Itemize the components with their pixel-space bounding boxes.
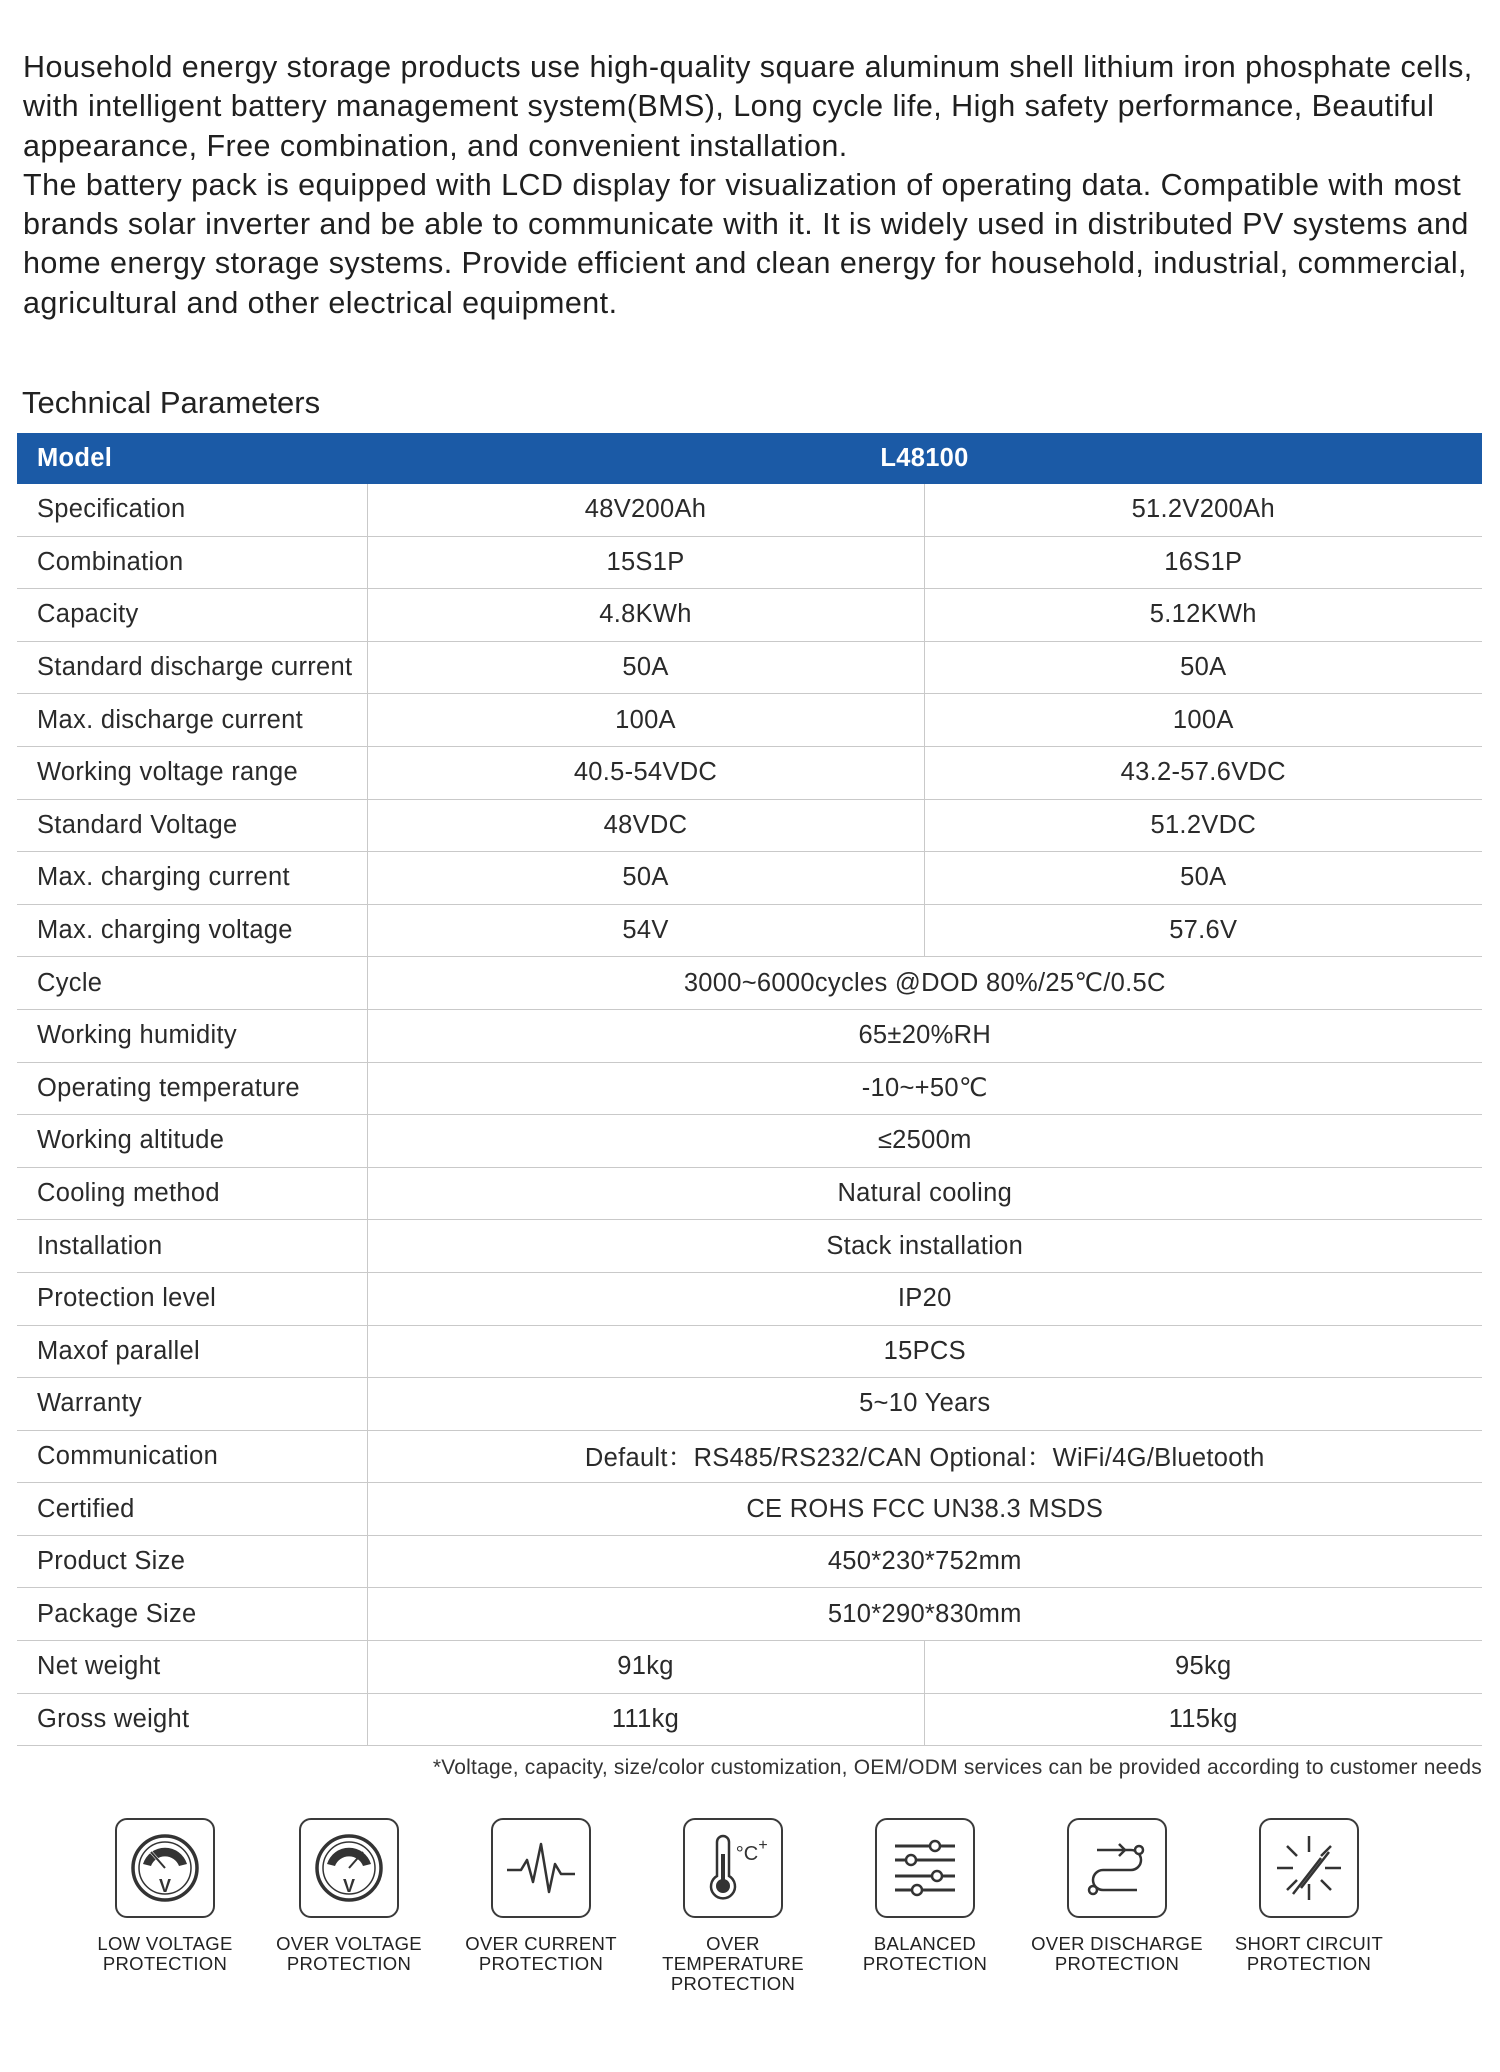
table-row — [17, 746, 1482, 799]
header-model-value: L48100 — [367, 433, 1482, 484]
feature-line1: BALANCED — [873, 1933, 977, 1954]
table-header-row — [17, 433, 1482, 484]
param-value-51v: 57.6V — [924, 904, 1482, 957]
feature-short-circuit — [1209, 1818, 1409, 1974]
param-label: Combination — [17, 536, 367, 589]
param-value-51v: 5.12KWh — [924, 589, 1482, 642]
svg-text:°C: °C — [735, 1843, 759, 1865]
table-row — [17, 1272, 1482, 1325]
param-value-48v: 111kg — [367, 1693, 924, 1746]
param-label: Package Size — [17, 1588, 367, 1641]
feature-line1: OVER CURRENT — [465, 1933, 617, 1954]
param-label: Cycle — [17, 957, 367, 1010]
param-value-48v: 48V200Ah — [367, 484, 924, 536]
param-label: Operating temperature — [17, 1062, 367, 1115]
table-row — [17, 1378, 1482, 1431]
param-label: Certified — [17, 1483, 367, 1536]
param-label: Standard discharge current — [17, 641, 367, 694]
table-row — [17, 1535, 1482, 1588]
feature-line2: PROTECTION — [478, 1953, 604, 1974]
feature-balanced — [825, 1818, 1025, 1974]
svg-text:V: V — [158, 1876, 172, 1896]
param-value-51v: 50A — [924, 852, 1482, 905]
param-value-48v: 50A — [367, 641, 924, 694]
table-row — [17, 536, 1482, 589]
param-label: Installation — [17, 1220, 367, 1273]
table-row — [17, 1693, 1482, 1746]
param-label: Working voltage range — [17, 746, 367, 799]
table-row — [17, 1641, 1482, 1694]
param-value-48v: 100A — [367, 694, 924, 747]
section-title: Technical Parameters — [22, 385, 321, 420]
feature-over-current — [441, 1818, 641, 1974]
feature-line1: SHORT CIRCUIT — [1234, 1933, 1384, 1954]
table-row — [17, 799, 1482, 852]
param-value-48v: 15S1P — [367, 536, 924, 589]
param-value: Default：RS485/RS232/CAN Optional：WiFi/4G/Bluetooth — [367, 1430, 1482, 1483]
feature-line2: PROTECTION — [670, 1973, 796, 1994]
thermometer-icon — [695, 1830, 771, 1906]
param-label: Standard Voltage — [17, 799, 367, 852]
param-value-48v: 50A — [367, 852, 924, 905]
feature-line2: PROTECTION — [1246, 1953, 1372, 1974]
feature-line2: PROTECTION — [286, 1953, 412, 1974]
param-value: 65±20%RH — [367, 1009, 1482, 1062]
feature-over-temperature — [633, 1818, 833, 1994]
intro-text — [23, 48, 1493, 323]
param-value: Natural cooling — [367, 1167, 1482, 1220]
table-row — [17, 694, 1482, 747]
param-value-48v: 40.5-54VDC — [367, 746, 924, 799]
param-value: 3000~6000cycles @DOD 80%/25℃/0.5C — [367, 957, 1482, 1010]
feature-low-voltage — [65, 1818, 265, 1974]
table-row — [17, 1325, 1482, 1378]
over-voltage-gauge-icon — [311, 1830, 387, 1906]
feature-line2: PROTECTION — [862, 1953, 988, 1974]
feature-line1: OVER VOLTAGE — [276, 1933, 422, 1954]
param-value: 5~10 Years — [367, 1378, 1482, 1431]
param-label: Max. charging current — [17, 852, 367, 905]
svg-text:+: + — [758, 1837, 768, 1854]
feature-over-discharge — [1017, 1818, 1217, 1974]
param-value: 510*290*830mm — [367, 1588, 1482, 1641]
intro-paragraph-2: The battery pack is equipped with LCD display for visualization of operating data. Compatible with most brands solar inverter and be able to communicate with it. It is widely used in distributed PV systems and home energy storage systems. Provide efficient and clean energy for household, industrial, commercial, agricultural and other electrical equipment. — [23, 167, 1469, 320]
header-model-label: Model — [17, 433, 367, 484]
feature-over-voltage — [249, 1818, 449, 1974]
intro-paragraph-1: Household energy storage products use high-quality square aluminum shell lithium iron phosphate cells, with intelligent battery management system(BMS), Long cycle life, High safety performance, Beautiful appearance, Free combination, and convenient installation. — [23, 50, 1473, 163]
param-label: Communication — [17, 1430, 367, 1483]
param-value-51v: 43.2-57.6VDC — [924, 746, 1482, 799]
param-label: Gross weight — [17, 1693, 367, 1746]
table-row — [17, 904, 1482, 957]
table-row — [17, 1167, 1482, 1220]
param-value-51v: 95kg — [924, 1641, 1482, 1694]
param-value: 450*230*752mm — [367, 1535, 1482, 1588]
table-row — [17, 589, 1482, 642]
param-value: ≤2500m — [367, 1115, 1482, 1168]
pulse-wave-icon — [503, 1830, 579, 1906]
param-label: Working altitude — [17, 1115, 367, 1168]
table-row — [17, 1115, 1482, 1168]
param-value-51v: 100A — [924, 694, 1482, 747]
table-row — [17, 957, 1482, 1010]
svg-text:V: V — [342, 1876, 356, 1896]
table-row — [17, 641, 1482, 694]
param-value-51v: 16S1P — [924, 536, 1482, 589]
param-value-51v: 115kg — [924, 1693, 1482, 1746]
param-label: Warranty — [17, 1378, 367, 1431]
table-row — [17, 1483, 1482, 1536]
table-row — [17, 1220, 1482, 1273]
table-row — [17, 484, 1482, 536]
param-label: Max. charging voltage — [17, 904, 367, 957]
discharge-path-icon — [1079, 1830, 1155, 1906]
param-label: Maxof parallel — [17, 1325, 367, 1378]
param-value-48v: 91kg — [367, 1641, 924, 1694]
table-row — [17, 1062, 1482, 1115]
param-value-48v: 48VDC — [367, 799, 924, 852]
param-label: Product Size — [17, 1535, 367, 1588]
param-value-48v: 4.8KWh — [367, 589, 924, 642]
sliders-icon — [887, 1830, 963, 1906]
param-value: Stack installation — [367, 1220, 1482, 1273]
table-row — [17, 852, 1482, 905]
param-value-48v: 54V — [367, 904, 924, 957]
param-value: IP20 — [367, 1272, 1482, 1325]
param-value-51v: 51.2VDC — [924, 799, 1482, 852]
param-label: Cooling method — [17, 1167, 367, 1220]
low-voltage-gauge-icon — [127, 1830, 203, 1906]
param-value-51v: 51.2V200Ah — [924, 484, 1482, 536]
table-row — [17, 1430, 1482, 1483]
protection-features — [0, 1818, 1500, 2018]
table-row — [17, 1588, 1482, 1641]
short-circuit-icon — [1271, 1830, 1347, 1906]
feature-line2: PROTECTION — [102, 1953, 228, 1974]
param-value: 15PCS — [367, 1325, 1482, 1378]
technical-parameters-table — [17, 433, 1482, 1746]
param-label: Protection level — [17, 1272, 367, 1325]
param-value: CE ROHS FCC UN38.3 MSDS — [367, 1483, 1482, 1536]
feature-line1: OVER DISCHARGE — [1031, 1933, 1203, 1954]
param-label: Working humidity — [17, 1009, 367, 1062]
param-label: Max. discharge current — [17, 694, 367, 747]
footnote: *Voltage, capacity, size/color customization, OEM/ODM services can be provided according to customer needs — [432, 1756, 1482, 1779]
param-value: -10~+50℃ — [367, 1062, 1482, 1115]
param-label: Net weight — [17, 1641, 367, 1694]
param-label: Capacity — [17, 589, 367, 642]
param-value-51v: 50A — [924, 641, 1482, 694]
feature-line1: OVER TEMPERATURE — [662, 1933, 804, 1974]
param-label: Specification — [17, 484, 367, 536]
table-row — [17, 1009, 1482, 1062]
feature-line2: PROTECTION — [1054, 1953, 1180, 1974]
feature-line1: LOW VOLTAGE — [97, 1933, 233, 1954]
